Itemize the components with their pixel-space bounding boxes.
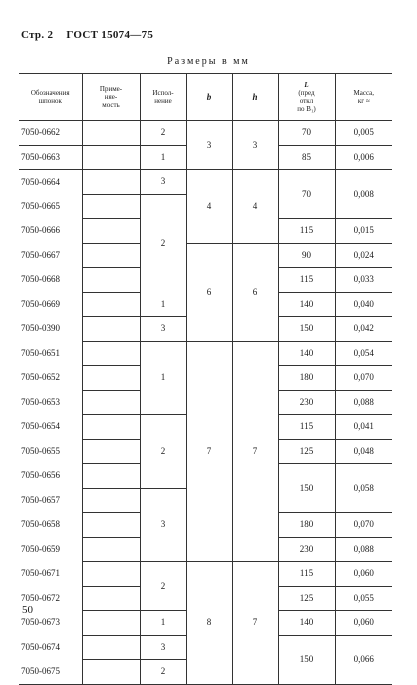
l-cell: 140 xyxy=(278,611,335,636)
l-cell: 230 xyxy=(278,390,335,415)
mass-cell: 0,048 xyxy=(335,439,392,464)
b-cell: 8 xyxy=(186,562,232,685)
h-cell: 4 xyxy=(232,170,278,244)
l-cell: 115 xyxy=(278,219,335,244)
mass-cell: 0,060 xyxy=(335,562,392,587)
l-cell: 140 xyxy=(278,292,335,317)
h-cell: 6 xyxy=(232,243,278,341)
mass-cell: 0,042 xyxy=(335,317,392,342)
l-cell: 150 xyxy=(278,317,335,342)
designation-cell: 7050-0665 xyxy=(21,200,60,211)
l-cell: 115 xyxy=(278,562,335,587)
mass-cell: 0,015 xyxy=(335,219,392,244)
application-cell xyxy=(82,366,140,391)
application-cell xyxy=(82,121,140,146)
col-l xyxy=(278,74,335,121)
execution-cell: 2 xyxy=(140,121,186,146)
l-cell: 85 xyxy=(278,145,335,170)
l-cell: 115 xyxy=(278,415,335,440)
mass-cell: 0,070 xyxy=(335,366,392,391)
mass-cell: 0,008 xyxy=(335,170,392,219)
designation-cell: 7050-0668 xyxy=(21,274,60,285)
designation-cell: 7050-0657 xyxy=(21,494,60,505)
b-cell: 4 xyxy=(186,170,232,244)
mass-cell: 0,058 xyxy=(335,464,392,513)
designation-cell: 7050-0673 xyxy=(21,617,60,628)
designation-cell: 7050-0652 xyxy=(21,372,60,383)
mass-cell: 0,088 xyxy=(335,537,392,562)
mass-cell: 0,040 xyxy=(335,292,392,317)
execution-cell: 2 xyxy=(140,415,186,489)
table-row xyxy=(19,170,392,195)
application-cell xyxy=(82,194,140,219)
col-l-letter: L xyxy=(304,80,309,89)
l-cell: 70 xyxy=(278,170,335,219)
designation-cell: 7050-0651 xyxy=(21,347,60,358)
designation-cell: 7050-0658 xyxy=(21,519,60,530)
application-cell xyxy=(82,513,140,538)
application-cell xyxy=(82,611,140,636)
mass-cell: 0,024 xyxy=(335,243,392,268)
l-cell: 70 xyxy=(278,121,335,146)
table-row xyxy=(19,341,392,366)
designation-cell: 7050-0675 xyxy=(19,660,82,685)
execution-cell: 3 xyxy=(140,170,186,195)
execution-cell: 1 xyxy=(140,292,186,317)
application-cell xyxy=(82,390,140,415)
mass-cell: 0,005 xyxy=(335,121,392,146)
application-cell xyxy=(82,635,140,660)
execution-cell: 3 xyxy=(140,488,186,562)
col-execution: Испол- нение xyxy=(140,74,186,121)
l-cell: 150 xyxy=(278,464,335,513)
application-cell xyxy=(82,341,140,366)
col-b: b xyxy=(186,74,232,121)
designation-cell: 7050-0664 xyxy=(21,176,60,187)
l-cell: 180 xyxy=(278,513,335,538)
application-cell xyxy=(82,292,140,317)
l-cell: 125 xyxy=(278,586,335,611)
col-h: h xyxy=(232,74,278,121)
execution-cell: 1 xyxy=(140,341,186,415)
table-row xyxy=(19,121,392,146)
designation-cell: 7050-0669 xyxy=(21,298,60,309)
l-cell: 140 xyxy=(278,341,335,366)
mass-cell: 0,070 xyxy=(335,513,392,538)
table-header-row xyxy=(19,74,392,121)
application-cell xyxy=(82,243,140,268)
designation-cell: 7050-0663 xyxy=(19,145,82,170)
application-cell xyxy=(82,537,140,562)
designation-cell: 7050-0654 xyxy=(21,421,60,432)
h-cell: 7 xyxy=(232,562,278,685)
h-cell: 3 xyxy=(232,121,278,170)
l-cell: 115 xyxy=(278,268,335,293)
l-cell: 180 xyxy=(278,366,335,391)
application-cell xyxy=(82,145,140,170)
b-cell: 3 xyxy=(186,121,232,170)
designation-cell: 7050-0671 xyxy=(21,568,60,579)
application-cell xyxy=(82,268,140,293)
b-cell: 6 xyxy=(186,243,232,341)
l-cell: 150 xyxy=(278,635,335,684)
designation-cell: 7050-0390 xyxy=(21,323,60,334)
mass-cell: 0,055 xyxy=(335,586,392,611)
application-cell xyxy=(82,586,140,611)
mass-cell: 0,060 xyxy=(335,611,392,636)
application-cell xyxy=(82,170,140,195)
application-cell xyxy=(82,562,140,587)
execution-cell: 3 xyxy=(140,635,186,660)
h-cell: 7 xyxy=(232,341,278,562)
designation-cell: 7050-0672 xyxy=(21,592,60,603)
application-cell xyxy=(82,219,140,244)
execution-cell: 3 xyxy=(140,317,186,342)
l-cell: 230 xyxy=(278,537,335,562)
page-label: Стр. 2 xyxy=(21,29,54,41)
application-cell xyxy=(82,415,140,440)
execution-cell: 2 xyxy=(160,237,166,248)
application-cell xyxy=(82,439,140,464)
b-cell: 7 xyxy=(186,341,232,562)
application-cell xyxy=(82,488,140,513)
mass-cell: 0,006 xyxy=(335,145,392,170)
l-cell: 90 xyxy=(278,243,335,268)
mass-cell: 0,054 xyxy=(335,341,392,366)
designation-cell: 7050-0655 xyxy=(21,445,60,456)
mass-cell: 0,041 xyxy=(335,415,392,440)
application-cell xyxy=(82,660,140,685)
mass-cell: 0,066 xyxy=(335,635,392,684)
l-cell: 125 xyxy=(278,439,335,464)
designation-cell: 7050-0659 xyxy=(21,543,60,554)
units-caption: Размеры в мм xyxy=(167,56,250,67)
designation-cell: 7050-0662 xyxy=(19,121,82,146)
execution-cell: 2 xyxy=(140,562,186,611)
col-application: Приме- няе- мость xyxy=(82,74,140,121)
execution-cell: 1 xyxy=(140,145,186,170)
dimensions-table xyxy=(19,73,392,685)
col-mass: Масса, кг ≈ xyxy=(335,74,392,121)
application-cell xyxy=(82,317,140,342)
table-row xyxy=(19,243,392,268)
col-l-note: (пред откл по B₁) xyxy=(297,88,316,114)
execution-cell: 2 xyxy=(140,660,186,685)
designation-cell: 7050-0653 xyxy=(21,396,60,407)
designation-cell: 7050-0656 xyxy=(21,470,60,481)
page-number: 50 xyxy=(22,604,33,616)
designation-cell: 7050-0666 xyxy=(21,225,60,236)
execution-cell: 1 xyxy=(140,611,186,636)
mass-cell: 0,088 xyxy=(335,390,392,415)
gost-number: ГОСТ 15074—75 xyxy=(66,29,154,41)
application-cell xyxy=(82,464,140,489)
table-row xyxy=(19,562,392,587)
col-designation: Обозначения шпонок xyxy=(19,74,82,121)
designation-cell: 7050-0674 xyxy=(21,641,60,652)
mass-cell: 0,033 xyxy=(335,268,392,293)
page-header xyxy=(21,29,153,41)
designation-cell: 7050-0667 xyxy=(21,249,60,260)
